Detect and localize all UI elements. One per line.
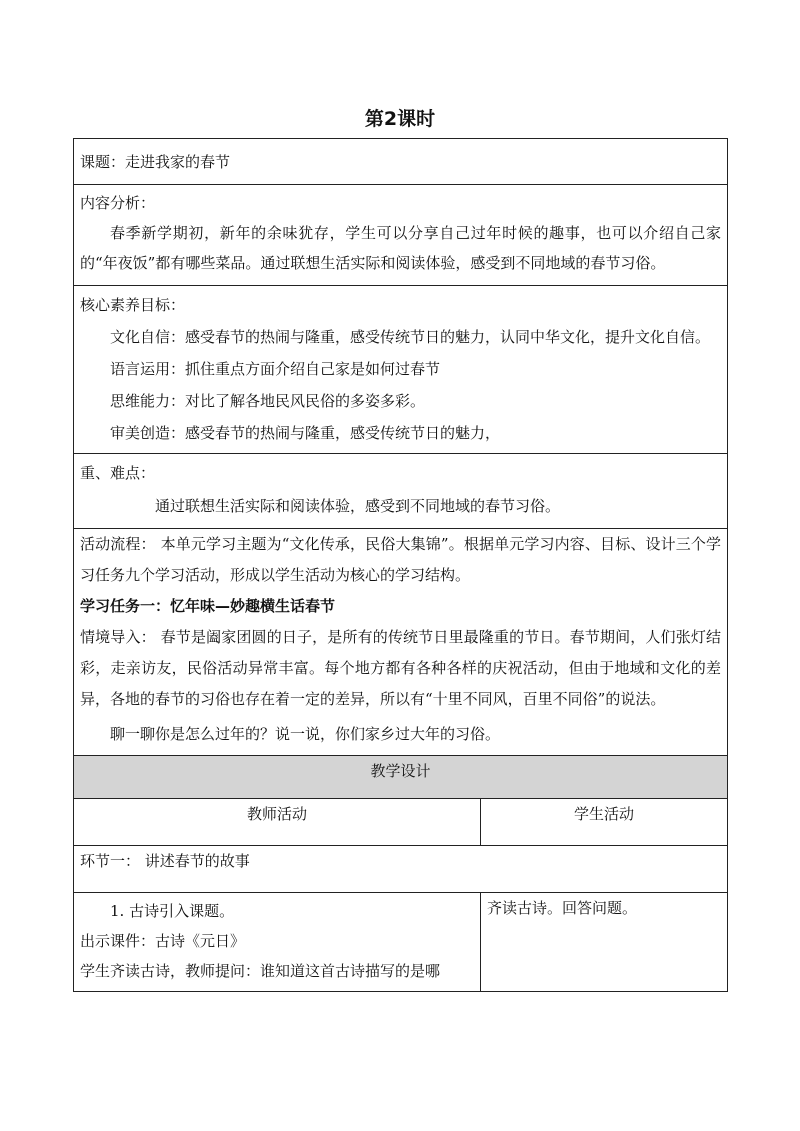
goals-row — [74, 286, 728, 454]
key-points-row — [74, 454, 728, 529]
section-row — [74, 846, 728, 893]
goal-item: 文化自信：感受春节的热闹与隆重，感受传统节日的魅力，认同中华文化，提升文化自信。 — [110, 328, 711, 346]
teacher-activity-line: 1. 古诗引入课题。 — [110, 902, 235, 920]
key-points-heading: 重、难点： — [80, 464, 156, 482]
design-header-row — [74, 756, 728, 799]
topic-text: 课题：走进我家的春节 — [80, 153, 231, 171]
flow-row — [74, 529, 728, 756]
task-title: 学习任务一：忆年味—妙趣横生话春节 — [80, 597, 336, 615]
analysis-row — [74, 185, 728, 286]
activity-row — [74, 893, 728, 992]
scenario-text: 情境导入： 春节是阖家团圆的日子，是所有的传统节日里最隆重的节日。春节期间，人们张灯结彩，走亲访友，民俗活动异常丰富。每个地方都有各种各样的庆祝活动，但由于地域和文化的差异，各地的春节的习俗也存在着一定的差异，所以有“十里不同风，百里不同俗”的说法。 — [80, 628, 722, 708]
section-one-label: 环节一： 讲述春节的故事 — [74, 846, 728, 893]
student-column-header: 学生活动 — [481, 799, 728, 846]
goal-item: 审美创造：感受春节的热闹与隆重，感受传统节日的魅力， — [110, 424, 501, 442]
column-header-row — [74, 799, 728, 846]
flow-intro: 活动流程： 本单元学习主题为“文化传承，民俗大集锦”。根据单元学习内容、目标、设计三个学习任务九个学习活动，形成以学生活动为核心的学习结构。 — [80, 535, 722, 584]
page-title: 第2课时 — [364, 108, 436, 130]
key-points-body: 通过联想生活实际和阅读体验，感受到不同地域的春节习俗。 — [155, 497, 561, 515]
goal-item: 思维能力：对比了解各地民风民俗的多姿多彩。 — [110, 392, 426, 410]
student-activity: 齐读古诗。回答问题。 — [481, 893, 728, 992]
discussion-question: 聊一聊你是怎么过年的？说一说，你们家乡过大年的习俗。 — [110, 725, 501, 743]
goals-heading: 核心素养目标： — [80, 296, 186, 314]
design-header: 教学设计 — [74, 756, 728, 799]
topic-row — [74, 139, 728, 185]
teacher-column-header: 教师活动 — [74, 799, 481, 846]
goal-item: 语言运用：抓住重点方面介绍自己家是如何过春节 — [110, 360, 441, 378]
teacher-activity-line: 学生齐读古诗，教师提问：谁知道这首古诗描写的是哪 — [80, 962, 441, 980]
analysis-body: 春季新学期初，新年的余味犹存，学生可以分享自己过年时候的趣事，也可以介绍自己家的“年夜饭”都有哪些菜品。通过联想生活实际和阅读体验，感受到不同地域的春节习俗。 — [80, 224, 722, 272]
lesson-plan-table — [73, 138, 728, 992]
teacher-activity-line: 出示课件：古诗《元日》 — [80, 932, 246, 950]
analysis-heading: 内容分析： — [80, 194, 156, 212]
